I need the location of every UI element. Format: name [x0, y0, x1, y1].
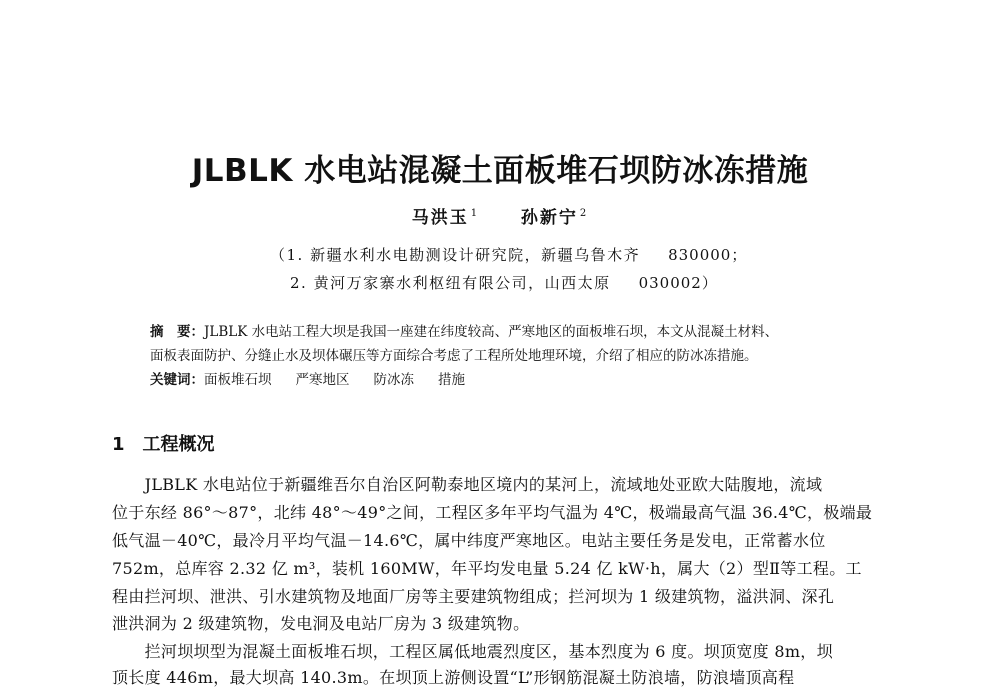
affiliation-text: （1. 新疆水利水电勘测设计研究院，新疆乌鲁木齐 [270, 246, 641, 264]
paper-title: JLBLK 水电站混凝土面板堆石坝防冰冻措施 [191, 153, 809, 189]
postal-code: 030002） [638, 274, 718, 292]
author-name: 孙新宁 [520, 208, 578, 228]
abstract-text: 面板表面防护、分缝止水及坝体碾压等方面综合考虑了工程所处地理环境，介绍了相应的防冰冻措施。 [150, 348, 758, 364]
postal-code: 830000； [668, 246, 748, 264]
keyword: 措施 [438, 372, 465, 388]
body-line: 752m，总库容 2.32 亿 m³，装机 160MW，年平均发电量 5.24 亿 kW·h，属大（2）型Ⅱ等工程。工 [112, 559, 862, 578]
section-number: 1 [112, 434, 125, 455]
abstract-line-1 [150, 320, 870, 344]
abstract-text: JLBLK 水电站工程大坝是我国一座建在纬度较高、严寒地区的面板堆石坝，本文从混凝土材料、 [204, 324, 779, 340]
body-line: 位于东经 86°～87°，北纬 48°～49°之间，工程区多年平均气温为 4℃，极端最高气温 36.4℃，极端最 [112, 503, 873, 522]
keyword: 严寒地区 [295, 372, 350, 388]
affiliation-marker: 2 [579, 208, 589, 219]
body-line: 低气温－40℃，最冷月平均气温－14.6℃，属中纬度严寒地区。电站主要任务是发电，正常蓄水位 [112, 531, 826, 550]
author-line [0, 203, 1000, 228]
keyword: 面板堆石坝 [204, 372, 272, 388]
abstract-label: 摘 要： [150, 324, 204, 340]
affiliation-text: 2. 黄河万家寨水利枢纽有限公司，山西太原 [290, 274, 611, 292]
keywords-line [150, 368, 870, 392]
author-name: 马洪玉 [411, 208, 469, 228]
affiliation-1 [270, 244, 747, 265]
keywords-label: 关键词： [150, 372, 204, 388]
body-line: JLBLK 水电站位于新疆维吾尔自治区阿勒泰地区境内的某河上，流域地处亚欧大陆腹地，流域 [112, 475, 823, 494]
body-line: 程由拦河坝、泄洪、引水建筑物及地面厂房等主要建筑物组成；拦河坝为 1 级建筑物，溢洪洞、深孔 [112, 587, 835, 606]
affiliation-marker: 1 [470, 208, 480, 219]
keyword: 防冰冻 [373, 372, 414, 388]
abstract-line-2 [150, 344, 870, 368]
body-line: 顶长度 446m，最大坝高 140.3m。在坝顶上游侧设置“L”形钢筋混凝土防浪墙，防浪墙顶高程 [112, 668, 795, 687]
section-title: 工程概况 [142, 434, 215, 455]
body-line: 泄洪洞为 2 级建筑物，发电洞及电站厂房为 3 级建筑物。 [112, 614, 530, 633]
section-heading [112, 430, 215, 456]
affiliation-2 [290, 272, 718, 293]
body-line: 拦河坝坝型为混凝土面板堆石坝，工程区属低地震烈度区，基本烈度为 6 度。坝顶宽度 8m，坝 [112, 642, 833, 661]
